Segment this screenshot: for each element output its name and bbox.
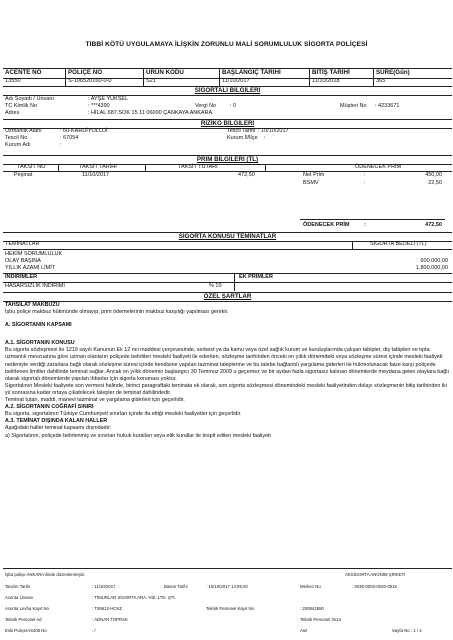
risk-section-header: RİZİKO BİLGİLERİ bbox=[3, 119, 452, 129]
scope-heading: A. SİGORTANIN KAPSAMI bbox=[5, 322, 72, 329]
tax-value: : 0 bbox=[230, 103, 237, 109]
coverage-section-header: SİGORTA KONUSU TEMİNATLAR bbox=[3, 232, 452, 242]
tech-sign-label: Teknik Personel İmza bbox=[300, 617, 341, 622]
value-start-date: 11/10/2017 bbox=[220, 78, 310, 86]
divider bbox=[58, 164, 59, 171]
office-no-value: : 0035-0003-0020-0016 bbox=[352, 584, 397, 589]
agency-reg-label: Acenta Levha Kayıt No bbox=[5, 606, 49, 611]
cessation-paragraph: Sigortalının Mesleki faaliyete son vermesi halinde, birinci paragraftaki teminata ek olarak, son sigorta sözleşmesi dönemindeki mesleki faaliyetinden dolayı sözleşmenin bitiş tarihinden iki yıl sonrasına kadar ortaya çıkabilecek talepler de teminat dahilindedir. bbox=[5, 382, 447, 396]
tech-staff-value: : ADNAN TOPRAK bbox=[92, 617, 128, 622]
tax-label: Vergi No bbox=[195, 103, 217, 109]
coverage-col-amount: SİGORTA BEDELİ (TL) bbox=[370, 241, 427, 247]
issue-date-label: Tanzim Tarihi bbox=[5, 584, 30, 589]
issue-date-value: : 11/10/2017 bbox=[92, 584, 116, 589]
header-policy-no: POLİÇE NO bbox=[66, 69, 144, 78]
address-value: : HİLAL 687.SOK 15 11 06000 ÇANKAYA ANKARA bbox=[88, 110, 213, 116]
old-policy-value: : / bbox=[92, 628, 96, 633]
header-product-code: ÜRÜN KODU bbox=[144, 69, 220, 78]
exclusions-intro: Aşağıdaki haller teminat kapsamı dışındadır: bbox=[5, 425, 112, 432]
customer-label: Müşteri No bbox=[340, 103, 367, 109]
header-end-date: BİTİŞ TARİHİ bbox=[310, 69, 374, 78]
special-conditions-body bbox=[5, 302, 450, 440]
premium-col-installment: TAKSİT NO bbox=[17, 164, 46, 170]
header-agent-no: ACENTE NO bbox=[3, 69, 66, 78]
bsmv-value: 22,50 bbox=[428, 180, 442, 186]
premium-col-date: TAKSİT TARİHİ bbox=[79, 164, 117, 170]
discount-item-label: HASARSIZLIK İNDİRİMİ bbox=[5, 283, 65, 289]
geographic-heading: A.2. SİGORTANIN COĞRAFİ SINIRI bbox=[5, 404, 94, 411]
agency-label: Acenta Ünvanı bbox=[5, 595, 34, 600]
policy-values-row bbox=[3, 78, 452, 86]
tc-value: : ***4390 bbox=[88, 103, 110, 109]
reg-no-label: Tescil No. bbox=[5, 135, 29, 141]
geographic-paragraph: Bu sigorta, sigortalının Türkiye Cumhuriyeti sınırları içinde ifa ettiği mesleki faaliyetler için geçerlidir. bbox=[5, 411, 242, 418]
coverage-item-label: OLAY BAŞINA bbox=[5, 258, 41, 264]
insured-name-value: : AYŞE YÜKSEL bbox=[88, 96, 129, 102]
premium-row-date: 11/10/2017 bbox=[82, 172, 110, 178]
receipt-paragraph: İşbu poliçe makbuz hükmünde olmayıp, prim ödemelerinin makbuz karşılığı yapılması gerekir. bbox=[5, 309, 229, 316]
specialty-value: : 60-KARDİYOLOJİ bbox=[60, 128, 108, 134]
premium-row-amount: 472,50 bbox=[238, 172, 255, 178]
colon: : bbox=[364, 180, 366, 186]
reg-date-value: : 10/10/2017 bbox=[258, 128, 289, 134]
premium-row-installment: Peşinat bbox=[14, 172, 33, 178]
original-label: Asıl bbox=[300, 628, 308, 633]
value-policy-no: S-106520160-0-0 bbox=[66, 78, 144, 86]
coverage-item-value: 1.800.000,00 bbox=[415, 265, 448, 271]
divider bbox=[234, 273, 235, 291]
net-premium-label: Net Prim bbox=[303, 172, 325, 178]
footer-rule bbox=[3, 568, 452, 569]
colon: : bbox=[364, 222, 366, 228]
specialty-label: Uzmanlık Alanı bbox=[5, 128, 42, 134]
coverage-columns bbox=[3, 241, 452, 250]
agency-value: : TİMURLAR SİGORTA ARA. HİZ. LTD. ŞTİ. bbox=[92, 595, 176, 600]
premium-col-due: ÖDENECEK PRİM bbox=[355, 164, 402, 170]
divider bbox=[352, 241, 353, 249]
inst-name-value: : bbox=[60, 142, 62, 148]
premium-col-amount: TAKSİT TUTARI bbox=[178, 164, 218, 170]
amount-paragraph: Teminat tutarı, maddi, manevi tazminat ve yargılama giderleri için geçerlidir. bbox=[5, 397, 185, 404]
exclusion-item-a: a) Sigortalının, poliçede belirlenmiş ve sınırları hukuk kuralları veya etik kurallar ile tespit edilen mesleki faaliyeti bbox=[5, 432, 271, 439]
agency-reg-value: : T06612-HCKZ bbox=[92, 606, 123, 611]
insured-section-header: SİGORTALI BİLGİLERİ bbox=[3, 86, 452, 96]
total-premium-value: 472,50 bbox=[425, 222, 442, 228]
institution-value: : bbox=[264, 135, 266, 141]
premium-columns bbox=[3, 164, 452, 172]
header-duration: SÜRE(Gün) bbox=[376, 69, 410, 76]
print-date-label: Basım Tarihi bbox=[164, 584, 188, 589]
premium-section-header: PRİM BİLGİLERİ (TL) bbox=[3, 155, 452, 165]
page-number: Sayfa No : 1 / 4 bbox=[392, 628, 422, 633]
total-rule bbox=[300, 219, 445, 220]
discount-item-value: % 10 bbox=[209, 283, 222, 289]
colon: : bbox=[364, 172, 366, 178]
value-agent-no: 13550 bbox=[3, 78, 66, 86]
discounts-header-row bbox=[3, 273, 452, 283]
old-policy-label: Eski Poliçe/AS400 No bbox=[5, 628, 47, 633]
tc-label: TC Kimlik No bbox=[5, 103, 38, 109]
value-product-code: S21 bbox=[144, 78, 220, 86]
reg-date-label: Tescil Tarihi bbox=[227, 128, 256, 134]
address-label: Adres bbox=[5, 110, 20, 116]
bsmv-label: BSMV bbox=[303, 180, 319, 186]
net-premium-value: 450,00 bbox=[425, 172, 442, 178]
subject-paragraph: Bu sigorta sözleşmesi ile 1219 sayılı Kanunun Ek 12 nci maddesi çerçevesinde, serbest ya da kamu veya özel sağlık kurum ve kuruluşlarında çalışan tabipler, diş tabipleri ve tıpta uzmanlık mevzuatına göre uzman olanların poliçede belirtilen mesleki faaliyeti ile ederken, sözleşme tarihinden önceki on yıllık dönemdeki veya sözleşme süresi içinde mesleki faaliyeti nedeniyle verdiği zararlara bağlı olarak sözleşme süresi içinde kendisine yapılan tazminat taleplerine ve bu talebe bağlantılı yargılama giderleri ile hükmolunacak faize karşı poliçede belirlenen limitler dahilinde teminat sağlar. Ancak on yıllık dönemin başlangıcı 30 Temmuz 2009 u geçemez ve bir aydan fazla sigortasız kalınan dönemlerde meydana gelen olaylara bağlı olarak sigortalı dönemlerde yapılan ihbarlar için sigorta koruması yoktur. bbox=[5, 347, 449, 382]
divider bbox=[265, 164, 266, 171]
staff-reg-label: Teknik Personel Kayıt No bbox=[206, 606, 255, 611]
divider bbox=[145, 164, 146, 171]
print-date-value: : 10/10/2017 14:05:20 bbox=[206, 584, 248, 589]
coverage-item-label: YILLIK AZAMİ LİMİT bbox=[5, 265, 56, 271]
coverage-item-label: HEKİM SORUMLULUK bbox=[5, 251, 63, 257]
discounts-header: İNDİRİMLER bbox=[5, 274, 38, 280]
extra-premium-header: EK PRİMLER bbox=[239, 274, 273, 280]
exclusions-heading: A.3. TEMİNAT DIŞINDA KALAN HALLER bbox=[5, 418, 108, 425]
customer-value: : 4233671 bbox=[375, 103, 400, 109]
tech-staff-label: Teknik Personel Ad bbox=[5, 617, 42, 622]
coverage-col-items: TEMİNATLAR bbox=[5, 241, 40, 247]
receipt-heading: TAHSİLAT MAKBUZU bbox=[5, 302, 60, 308]
header-start-date: BAŞLANGIÇ TARİHİ bbox=[220, 69, 310, 78]
reg-no-value: : 67054 bbox=[60, 135, 79, 141]
value-duration: 365 bbox=[376, 78, 386, 84]
staff-reg-value: : 200942650 bbox=[300, 606, 324, 611]
total-premium-label: ÖDENECEK PRİM bbox=[303, 222, 350, 228]
inst-name-label: Kurum Adı bbox=[5, 142, 31, 148]
institution-label: Kurum İl/İlçe bbox=[227, 135, 258, 141]
policy-title: TIBBİ KÖTÜ UYGULAMAYA İLİŞKİN ZORUNLU MALİ SORUMLULUK SİGORTA POLİÇESİ bbox=[85, 41, 368, 48]
value-end-date: 11/10/2018 bbox=[310, 78, 374, 86]
subject-heading: A.1. SİGORTANIN KONUSU bbox=[5, 340, 75, 347]
special-conditions-header: ÖZEL ŞARTLAR bbox=[3, 292, 452, 302]
footer-note: İşbu poliçe ANKARA ilinde düzenlenmiştir. bbox=[5, 572, 86, 577]
footer-company: AKSİGORTA ANONİM ŞİRKETİ bbox=[345, 572, 406, 577]
coverage-item-value: 600.000,00 bbox=[420, 258, 448, 264]
insured-name-label: Adı Soyadı / Ünvanı bbox=[5, 96, 54, 102]
office-no-label: Merkez No bbox=[300, 584, 321, 589]
